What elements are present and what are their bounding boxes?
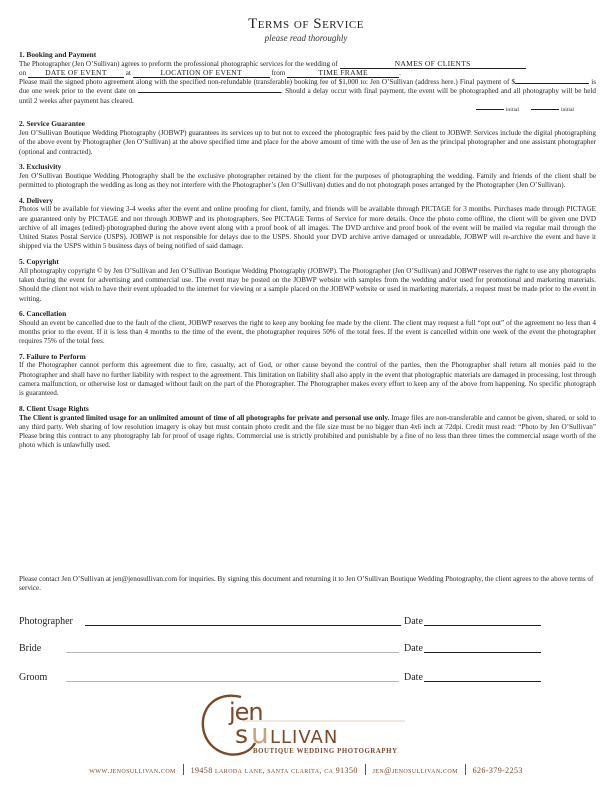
page-title: Terms of Service (248, 16, 364, 32)
body-text: . (399, 68, 401, 77)
body-text: is due one week prior to the event date on (19, 78, 596, 96)
footer-address: 19458 laroda lane, santa clarita, ca 91350 (190, 766, 358, 775)
section-body (19, 414, 596, 451)
section-heading: 2. Service Guarantee (19, 119, 85, 129)
photographer-date-field[interactable] (424, 625, 541, 626)
body-text: Please mail the signed photo agreement along with the specified non-refundable (transferable) booking fee of $1,000 to: Jen O’Sullivan (address here.) Final payment of $ (19, 78, 516, 87)
section-heading: 7. Failure to Perform (19, 351, 86, 361)
logo-tagline: BOUTIQUE WEDDING PHOTOGRAPHY (253, 748, 398, 755)
body-text: on (19, 68, 28, 77)
logo-jen: jen (229, 698, 263, 726)
usage-rights-lead: The Client is granted limited usage for an unlimited amount of time of all photographs for private and personal use only. (19, 413, 390, 422)
bride-date-field[interactable] (424, 652, 541, 653)
logo-s: s (235, 720, 249, 749)
page-subtitle: please read thoroughly (264, 33, 348, 43)
initial-field-2[interactable] (531, 109, 559, 110)
time-frame-field[interactable]: TIME FRAME (287, 69, 399, 78)
date-of-event-field[interactable]: DATE OF EVENT (28, 69, 124, 78)
initials-row (19, 107, 596, 114)
section-exclusivity (19, 162, 596, 190)
section-body: All photography copyright © by Jen O’Sullivan and Jen O’Sullivan Boutique Wedding Photography (JOBWP). The Photographer (Jen O’Sullivan) and JOBWP reserves the right to use any photographs taken during the event for advertising and commercial use. The event may be posted on the JOBWP website with samples from the wedding and/or used for promotional and marketing materials. Should the client not wish to have their event uploaded to the internet for viewing or a sample placed on the JOBWP website or used in marketing materials, a request must be made prior to the event in writing. (19, 266, 596, 303)
section-heading: 1. Booking and Payment (19, 50, 97, 59)
section-body: Jen O’Sullivan Boutique Wedding Photography (JOBWP) guarantees its services up to but not to exceed the photographic fees paid by the client to JOBWP. Services include the digital photographing of the above event by Photographer (Jen O’Sullivan) at the above specified time and place for the above amount of time with the use of Jen as the principal photographer and one assistant photographer (optional and contracted). (19, 128, 596, 156)
section-body (19, 60, 596, 106)
final-payment-amount-field[interactable] (515, 83, 589, 84)
footer-divider (365, 764, 366, 775)
bride-signature-field[interactable] (66, 652, 399, 653)
date-label: Date (404, 643, 423, 654)
section-heading: 4. Delivery (19, 195, 54, 205)
signature-row-photographer (19, 613, 579, 627)
footer-website-link[interactable]: www.jenosullivan.com (89, 766, 176, 775)
section-client-usage-rights (19, 404, 596, 451)
section-booking-payment (19, 50, 596, 114)
footer-email-link[interactable]: jen@jenosullivan.com (372, 766, 458, 775)
signature-label: Bride (19, 643, 42, 654)
footer-divider (465, 764, 466, 775)
footer-divider (183, 764, 184, 775)
groom-signature-field[interactable] (66, 681, 399, 682)
section-body: If the Photographer cannot perform this agreement due to fire, casualty, act of God, or other cause beyond the control of the parties, then the Photographer shall return all monies paid to the Photographer and shall have no further liability with respect to the agreement. This limitation on liability shall also apply in the event that photographic materials are damaged in processing, lost through camera malfunction, or otherwise lost or damaged without fault on the part of the Photographer. The Photographer makes every effort to keep any of the above from happening. No specific photograph is guaranteed. (19, 361, 596, 398)
section-body: Photos will be available for viewing 3-4 weeks after the event and online proofing for client, family, and friends will be available through PICTAGE for 3 months. Purchases made through PICTAGE are guaranteed only by PICTAGE and not through JOBWP and its photographers. See PICTAGE Terms of Service for more details. Once the photo come offline, the client will be given one DVD archive of all images (edited) photographed during the above event along with a proof book of all images. The DVD archive and proof book of the event will be mailed via regular mail through the United States Postal Service (USPS). JOBWP is not responsible for delays due to the USPS. Should your DVD archive arrive damaged or unreadable, JOBWP will re-archive the event and have it shipped via the USPS within 5 business days of being notified of said damage. (19, 205, 596, 251)
logo-graphic (195, 693, 425, 759)
initial-field-1[interactable] (476, 109, 504, 110)
section-copyright (19, 257, 596, 304)
initial-label: initial (505, 107, 519, 114)
final-payment-date-field[interactable] (138, 92, 281, 93)
section-body: Jen O’Sullivan Boutique Wedding Photography shall be the exclusive photographer retained by the client for the purposes of photographing the wedding. Family and friends of the client shall be permitted to photograph the wedding as long as they not interfere with the Photographer’s (Jen O’Sullivan) duties and do not photograph poses arranged by the Photographer (Jen O’Sullivan). (19, 171, 596, 190)
footer-phone: 626-379-2253 (472, 766, 523, 775)
body-text: at (123, 68, 133, 77)
section-heading: 6. Cancellation (19, 309, 67, 319)
section-heading: 3. Exclusivity (19, 162, 62, 172)
logo-llivan: llivan (270, 720, 339, 749)
location-of-event-field[interactable]: LOCATION OF EVENT (133, 69, 270, 78)
initial-label: initial (560, 107, 574, 114)
terms-content (19, 50, 596, 456)
signature-row-bride (19, 640, 579, 654)
signature-label: Groom (19, 672, 48, 683)
section-heading: 8. Client Usage Rights (19, 403, 89, 413)
photographer-signature-field[interactable] (85, 625, 401, 626)
body-text: Image files are non-transferable and cannot be given, shared, or sold to any third party. Web sharing of low resolution imagery is okay but must contain photo credit and the file size must be no bigger than 4x6 inch at 72dpi. Credit must read: “Photo by Jen O’Sullivan” Please bring this contract to any photography lab for proof of usage rights. Commercial use is strictly prohibited and punishable by a fine of no less than three times the commercial usage worth of the photo which is unlawfully used. (19, 413, 596, 450)
groom-date-field[interactable] (424, 681, 541, 682)
section-service-guarantee (19, 119, 596, 156)
contact-note: Please contact Jen O’Sullivan at jen@jenosullivan.com for inquiries. By signing this document and returning it to Jen O’Sullivan Boutique Wedding Photography, the client agrees to the above terms of service. (19, 575, 594, 593)
section-failure-to-perform (19, 352, 596, 399)
footer-contact-bar (0, 764, 612, 775)
body-text: from (269, 68, 288, 77)
brand-logo (195, 693, 425, 759)
section-delivery (19, 196, 596, 252)
logo-u: u (251, 717, 269, 750)
signature-row-groom (19, 669, 579, 683)
section-cancellation (19, 309, 596, 346)
signature-label: Photographer (19, 616, 73, 627)
body-text: . Should a delay occur with final payment, the event will be photographed and all photography will be held until 2 weeks after payment has cleared. (19, 87, 596, 105)
date-label: Date (404, 616, 423, 627)
body-text: The Photographer (Jen O’Sullivan) agrees to preform the professional photographic services for the wedding of (19, 59, 340, 68)
section-body: Should an event be cancelled due to the fault of the client, JOBWP reserves the right to keep any booking fee made by the client. The client may request a full “opt out” of the agreement no less than 4 months prior to the event. If it is less than 4 months to the time of the event, the photographer requires 50% of the total fees. If the event is cancelled within one week of the event the photographer requires 75% of the total fees. (19, 318, 596, 346)
section-heading: 5. Copyright (19, 257, 59, 267)
date-label: Date (404, 672, 423, 683)
names-of-clients-field[interactable]: NAMES OF CLIENTS (340, 60, 526, 69)
